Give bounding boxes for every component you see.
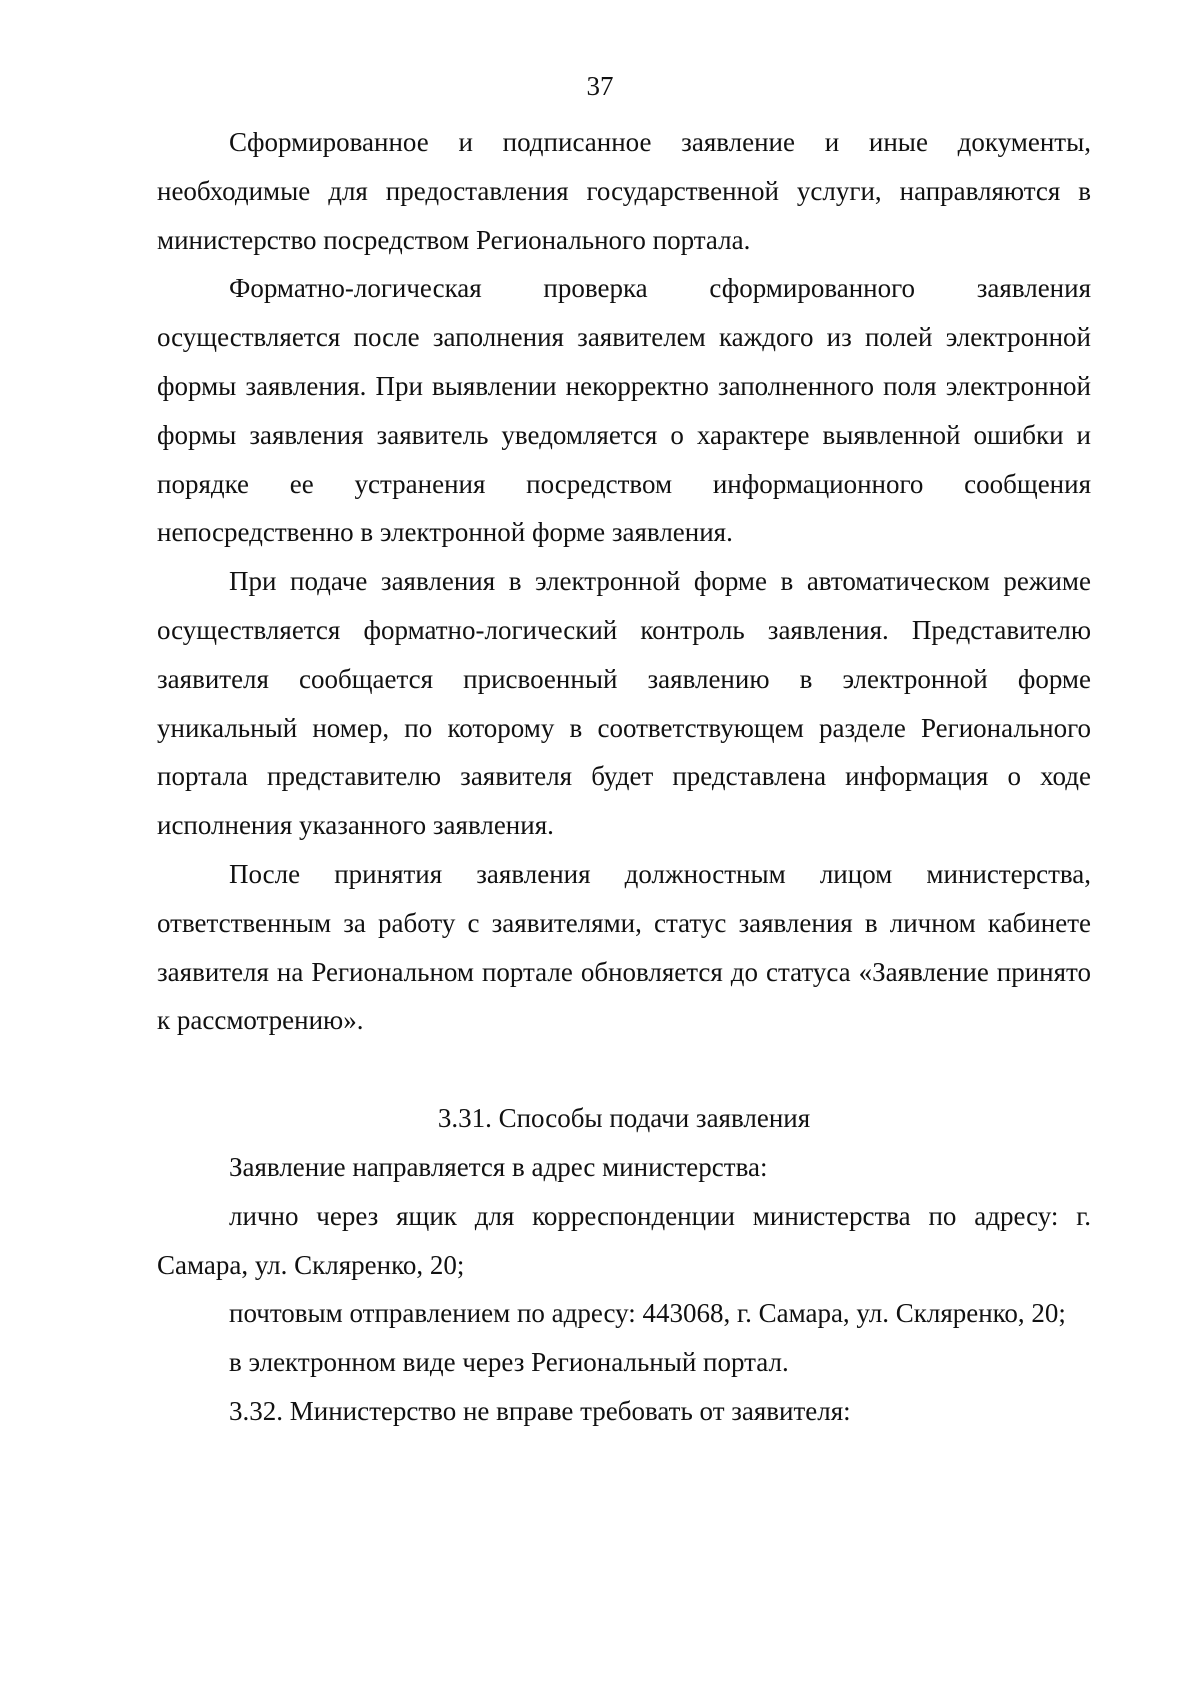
section-spacer [157, 1045, 1091, 1094]
paragraph-submission: Сформированное и подписанное заявление и иные документы, необходимые для предоставления государственной услуги, направляются в министерство посредством Регионального портала. [157, 127, 1091, 255]
paragraph-electronic: в электронном виде через Региональный портал. [229, 1347, 789, 1378]
section-heading: 3.31. Способы подачи заявления [437, 1103, 811, 1134]
paragraph-format-check: Форматно-логическая проверка сформированного заявления осуществляется после заполнения заявителем каждого из полей электронной формы заявления. При выявлении некорректно заполненного поля электронной формы заявления заявитель уведомляется о характере выявленной ошибки и порядке ее устранения посредством информационного сообщения непосредственно в электронной форме заявления. [157, 273, 1091, 548]
paragraph-address-intro: Заявление направляется в адрес министерства: [229, 1151, 768, 1182]
paragraph-automatic-control: При подаче заявления в электронной форме в автоматическом режиме осуществляется форматно-логический контроль заявления. Представителю заявителя сообщается присвоенный заявлению в электронной форме уникальный номер, по которому в соответствующем разделе Регионального портала представителю заявителя будет представлена информация о ходе исполнения указанного заявления. [157, 566, 1091, 841]
paragraph-by-mail: почтовым отправлением по адресу: 443068, г. Самара, ул. Скляренко, 20; [229, 1298, 1066, 1329]
paragraph-in-person: лично через ящик для корреспонденции министерства по адресу: г. Самара, ул. Скляренко, 20; [157, 1200, 1091, 1280]
document-body [157, 118, 1091, 1436]
paragraph-status-update: После принятия заявления должностным лицом министерства, ответственным за работу с заявителями, статус заявления в личном кабинете заявителя на Региональном портале обновляется до статуса «Заявление принято к рассмотрению». [157, 858, 1091, 1036]
page-number: 37 [586, 71, 614, 101]
paragraph-3-32: 3.32. Министерство не вправе требовать от заявителя: [229, 1395, 851, 1426]
